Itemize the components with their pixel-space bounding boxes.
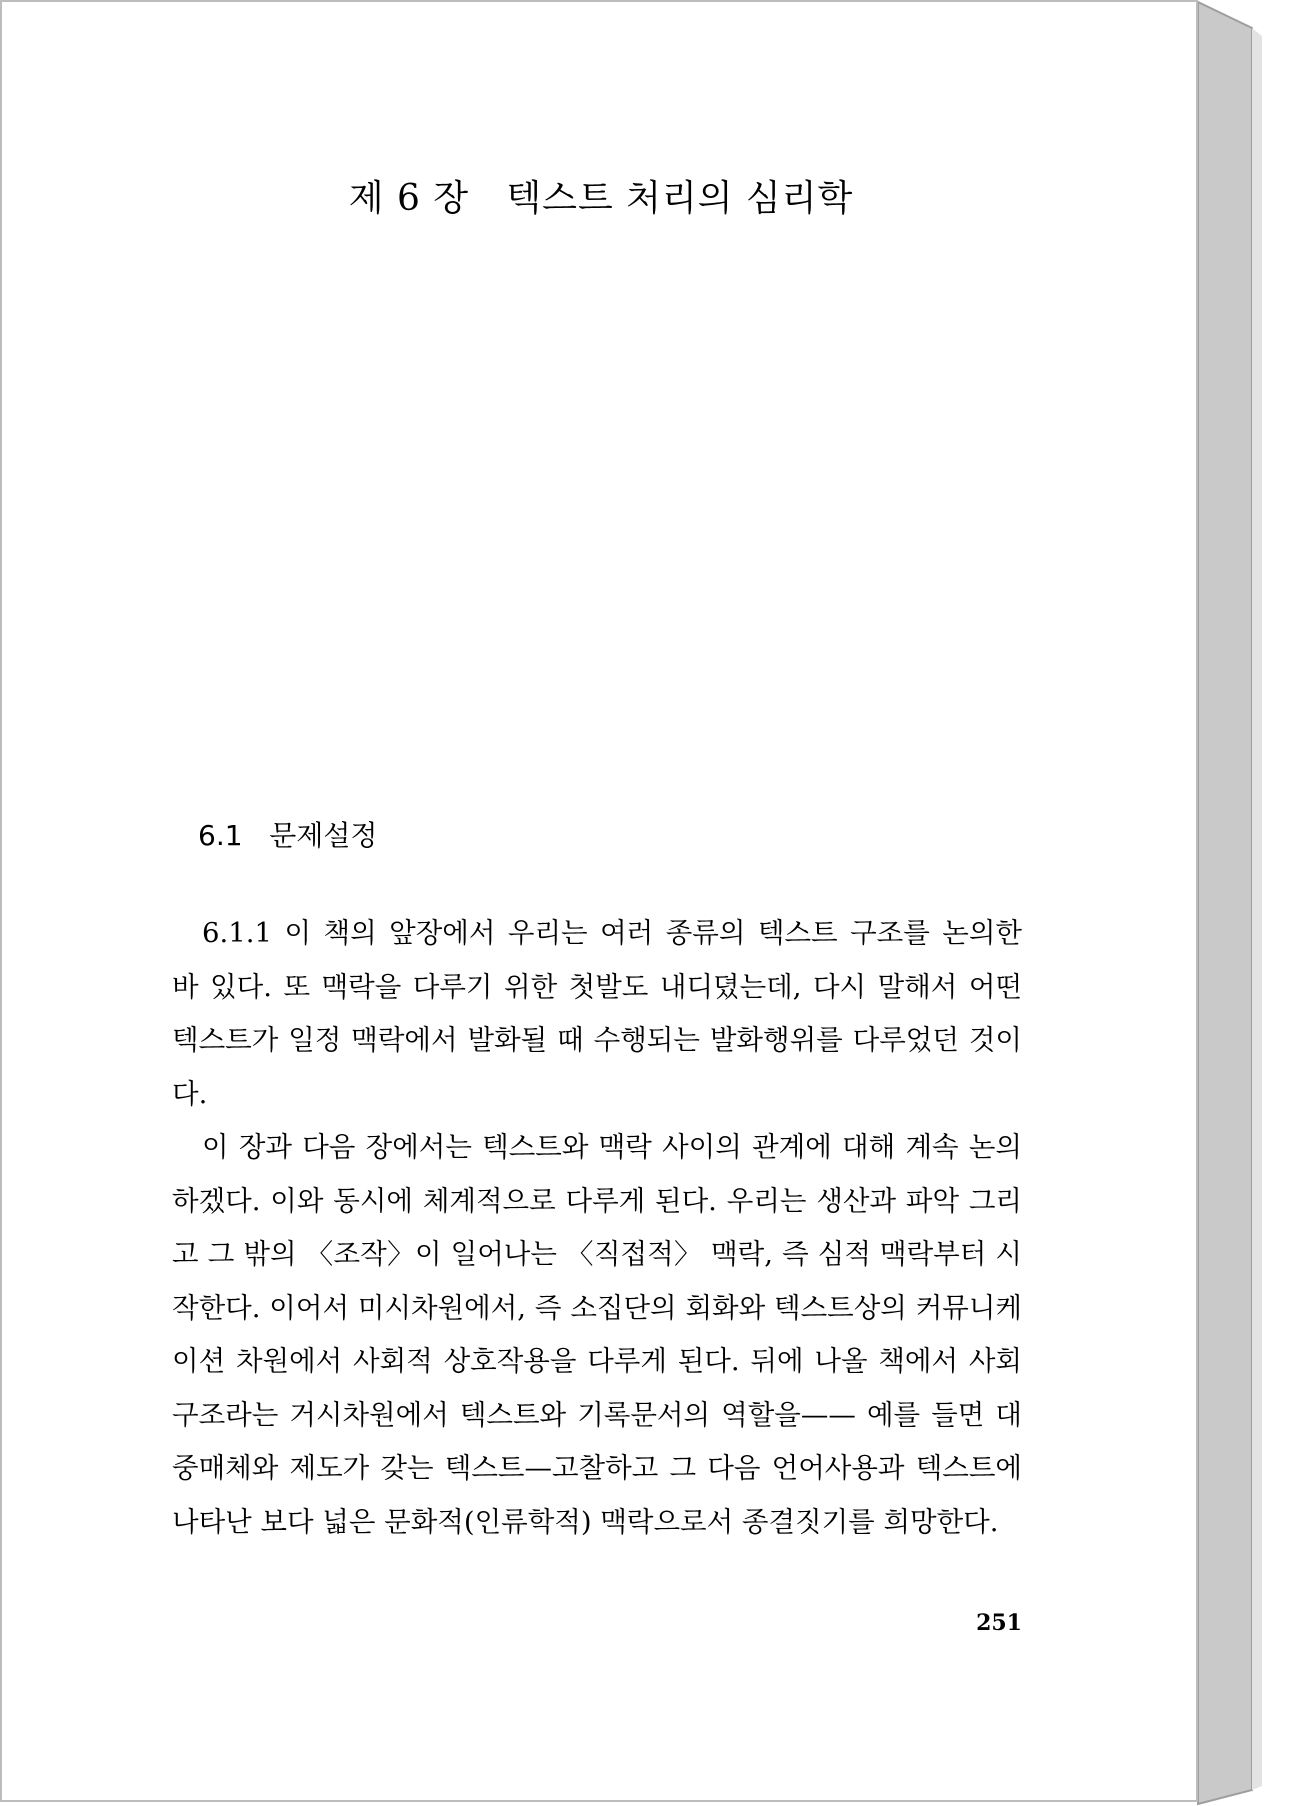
book-spine [1198,2,1252,1804]
book-spine-shadow [1252,28,1262,1790]
page-number: 251 [976,1610,1022,1636]
paragraph: 이 장과 다음 장에서는 텍스트와 맥락 사이의 관계에 대해 계속 논의하겠다. 이와 동시에 체계적으로 다루게 된다. 우리는 생산과 파악 그리고 그 밖의 〈조작〉이 일어나는 〈직접적〉 맥락, 즉 심적 맥락부터 시작한다. 이어서 미시차원에서, 즉 소집단의 회화와 텍스트상의 커뮤니케이션 차원에서 사회적 상호작용을 다루게 된다. 뒤에 나올 책에서 사회구조라는 거시차원에서 텍스트와 기록문서의 역할을—— 예를 들면 대중매체와 제도가 갖는 텍스트—고찰하고 그 다음 언어사용과 텍스트에 나타난 보다 넓은 문화적(인류학적) 맥락으로서 종결짓기를 희망한다. [172,1131,1022,1538]
paragraph: 6.1.1 이 책의 앞장에서 우리는 여러 종류의 텍스트 구조를 논의한 바 있다. 또 맥락을 다루기 위한 첫발도 내디뎠는데, 다시 말해서 어떤 텍스트가 일정 맥락에서 발화될 때 수행되는 발화행위를 다루었던 것이다. [172,917,1022,1110]
chapter-title: 제 6 장 텍스트 처리의 심리학 [348,178,854,219]
section-heading: 6.1 문제설정 [198,819,378,852]
body-text [172,907,1022,1549]
